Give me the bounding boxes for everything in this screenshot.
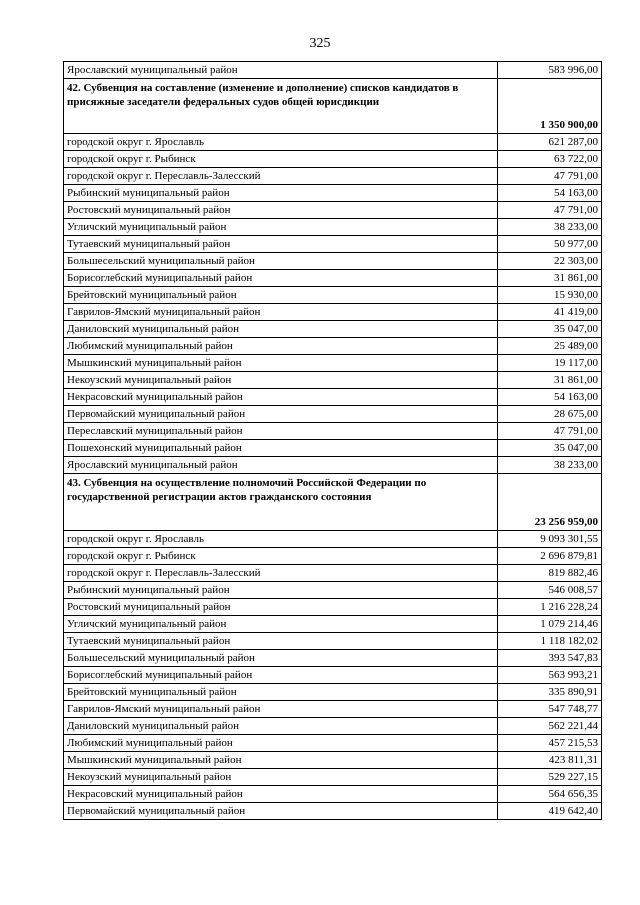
amount-cell: 31 861,00 xyxy=(498,270,602,287)
amount-cell: 35 047,00 xyxy=(498,440,602,457)
amount-cell: 529 227,15 xyxy=(498,769,602,786)
amount-cell: 54 163,00 xyxy=(498,185,602,202)
amount-cell: 54 163,00 xyxy=(498,389,602,406)
municipality-name: городской округ г. Переславль-Залесский xyxy=(64,565,498,582)
table-row xyxy=(64,582,602,599)
table-row xyxy=(64,457,602,474)
page-number: 325 xyxy=(309,36,331,51)
municipality-name: Гаврилов-Ямский муниципальный район xyxy=(64,304,498,321)
amount-cell: 31 861,00 xyxy=(498,372,602,389)
municipality-name: Брейтовский муниципальный район xyxy=(64,287,498,304)
table-row xyxy=(64,304,602,321)
table-row xyxy=(64,752,602,769)
section-header-row xyxy=(64,79,602,134)
amount-cell: 563 993,21 xyxy=(498,667,602,684)
municipality-name: городской округ г. Переславль-Залесский xyxy=(64,168,498,185)
municipality-name: городской округ г. Ярославль xyxy=(64,531,498,548)
table-row xyxy=(64,287,602,304)
municipality-name: Ярославский муниципальный район xyxy=(64,62,498,79)
table-row xyxy=(64,253,602,270)
amount-cell: 41 419,00 xyxy=(498,304,602,321)
amount-cell: 1 118 182,02 xyxy=(498,633,602,650)
amount-cell: 335 890,91 xyxy=(498,684,602,701)
municipality-name: Большесельский муниципальный район xyxy=(64,253,498,270)
amount-cell: 9 093 301,55 xyxy=(498,531,602,548)
table-row xyxy=(64,270,602,287)
table-row xyxy=(64,236,602,253)
section-header-row xyxy=(64,474,602,531)
amount-cell: 1 079 214,46 xyxy=(498,616,602,633)
amount-cell: 28 675,00 xyxy=(498,406,602,423)
amount-cell: 63 722,00 xyxy=(498,151,602,168)
amount-cell: 457 215,53 xyxy=(498,735,602,752)
amount-cell: 423 811,31 xyxy=(498,752,602,769)
table-row xyxy=(64,803,602,820)
municipality-name: Первомайский муниципальный район xyxy=(64,803,498,820)
municipality-name: Пошехонский муниципальный район xyxy=(64,440,498,457)
amount-cell: 564 656,35 xyxy=(498,786,602,803)
municipality-name: Некрасовский муниципальный район xyxy=(64,389,498,406)
amount-cell: 47 791,00 xyxy=(498,423,602,440)
amount-cell: 546 008,57 xyxy=(498,582,602,599)
table-row xyxy=(64,389,602,406)
municipality-name: Первомайский муниципальный район xyxy=(64,406,498,423)
table-row xyxy=(64,134,602,151)
municipality-name: Тутаевский муниципальный район xyxy=(64,236,498,253)
amount-cell: 419 642,40 xyxy=(498,803,602,820)
municipality-name: Борисоглебский муниципальный район xyxy=(64,667,498,684)
municipality-name: Мышкинский муниципальный район xyxy=(64,355,498,372)
table-row xyxy=(64,372,602,389)
table-row xyxy=(64,667,602,684)
table-row xyxy=(64,185,602,202)
municipality-name: Даниловский муниципальный район xyxy=(64,718,498,735)
municipality-name: городской округ г. Рыбинск xyxy=(64,151,498,168)
table-row xyxy=(64,62,602,79)
table-row xyxy=(64,406,602,423)
table-row xyxy=(64,684,602,701)
table-row xyxy=(64,633,602,650)
amount-cell: 22 303,00 xyxy=(498,253,602,270)
table-row xyxy=(64,423,602,440)
table-row xyxy=(64,769,602,786)
table-row xyxy=(64,531,602,548)
table-row xyxy=(64,786,602,803)
municipality-name: городской округ г. Ярославль xyxy=(64,134,498,151)
amount-cell: 35 047,00 xyxy=(498,321,602,338)
table-row xyxy=(64,338,602,355)
table-row xyxy=(64,151,602,168)
table-row xyxy=(64,650,602,667)
table-row xyxy=(64,718,602,735)
municipality-name: Любимский муниципальный район xyxy=(64,338,498,355)
municipality-name: Угличский муниципальный район xyxy=(64,219,498,236)
municipality-name: Переславский муниципальный район xyxy=(64,423,498,440)
table-row xyxy=(64,599,602,616)
municipality-name: Ярославский муниципальный район xyxy=(64,457,498,474)
amount-cell: 38 233,00 xyxy=(498,457,602,474)
amount-cell: 547 748,77 xyxy=(498,701,602,718)
amount-cell: 38 233,00 xyxy=(498,219,602,236)
amount-cell: 583 996,00 xyxy=(498,62,602,79)
municipality-name: Любимский муниципальный район xyxy=(64,735,498,752)
municipality-name: Мышкинский муниципальный район xyxy=(64,752,498,769)
amount-cell: 2 696 879,81 xyxy=(498,548,602,565)
table-row xyxy=(64,202,602,219)
amount-cell: 15 930,00 xyxy=(498,287,602,304)
municipality-name: Ростовский муниципальный район xyxy=(64,599,498,616)
section-title: 42. Субвенция на составление (изменение и дополнение) списков кандидатов в присяжные заседатели федеральных судов общей юрисдикции xyxy=(64,79,498,134)
municipality-name: Даниловский муниципальный район xyxy=(64,321,498,338)
section-title: 43. Субвенция на осуществление полномочий Российской Федерации по государственной регистрации актов гражданского состояния xyxy=(64,474,498,531)
table-row xyxy=(64,440,602,457)
amount-cell: 393 547,83 xyxy=(498,650,602,667)
table-row xyxy=(64,219,602,236)
amount-cell: 47 791,00 xyxy=(498,168,602,185)
amount-cell: 19 117,00 xyxy=(498,355,602,372)
table-row xyxy=(64,355,602,372)
section-total-amount: 1 350 900,00 xyxy=(498,79,602,134)
amount-cell: 50 977,00 xyxy=(498,236,602,253)
municipality-name: Брейтовский муниципальный район xyxy=(64,684,498,701)
municipality-name: Ростовский муниципальный район xyxy=(64,202,498,219)
municipality-name: Большесельский муниципальный район xyxy=(64,650,498,667)
table-row xyxy=(64,616,602,633)
municipality-name: Гаврилов-Ямский муниципальный район xyxy=(64,701,498,718)
table-row xyxy=(64,565,602,582)
budget-table xyxy=(63,61,602,820)
municipality-name: Рыбинский муниципальный район xyxy=(64,582,498,599)
amount-cell: 47 791,00 xyxy=(498,202,602,219)
municipality-name: Некрасовский муниципальный район xyxy=(64,786,498,803)
amount-cell: 562 221,44 xyxy=(498,718,602,735)
section-total-amount: 23 256 959,00 xyxy=(498,474,602,531)
budget-table-body xyxy=(64,62,602,820)
municipality-name: Борисоглебский муниципальный район xyxy=(64,270,498,287)
table-row xyxy=(64,701,602,718)
table-row xyxy=(64,321,602,338)
municipality-name: городской округ г. Рыбинск xyxy=(64,548,498,565)
amount-cell: 25 489,00 xyxy=(498,338,602,355)
municipality-name: Некоузский муниципальный район xyxy=(64,372,498,389)
table-row xyxy=(64,168,602,185)
table-row xyxy=(64,735,602,752)
municipality-name: Тутаевский муниципальный район xyxy=(64,633,498,650)
amount-cell: 1 216 228,24 xyxy=(498,599,602,616)
amount-cell: 621 287,00 xyxy=(498,134,602,151)
municipality-name: Рыбинский муниципальный район xyxy=(64,185,498,202)
municipality-name: Некоузский муниципальный район xyxy=(64,769,498,786)
amount-cell: 819 882,46 xyxy=(498,565,602,582)
table-row xyxy=(64,548,602,565)
municipality-name: Угличский муниципальный район xyxy=(64,616,498,633)
